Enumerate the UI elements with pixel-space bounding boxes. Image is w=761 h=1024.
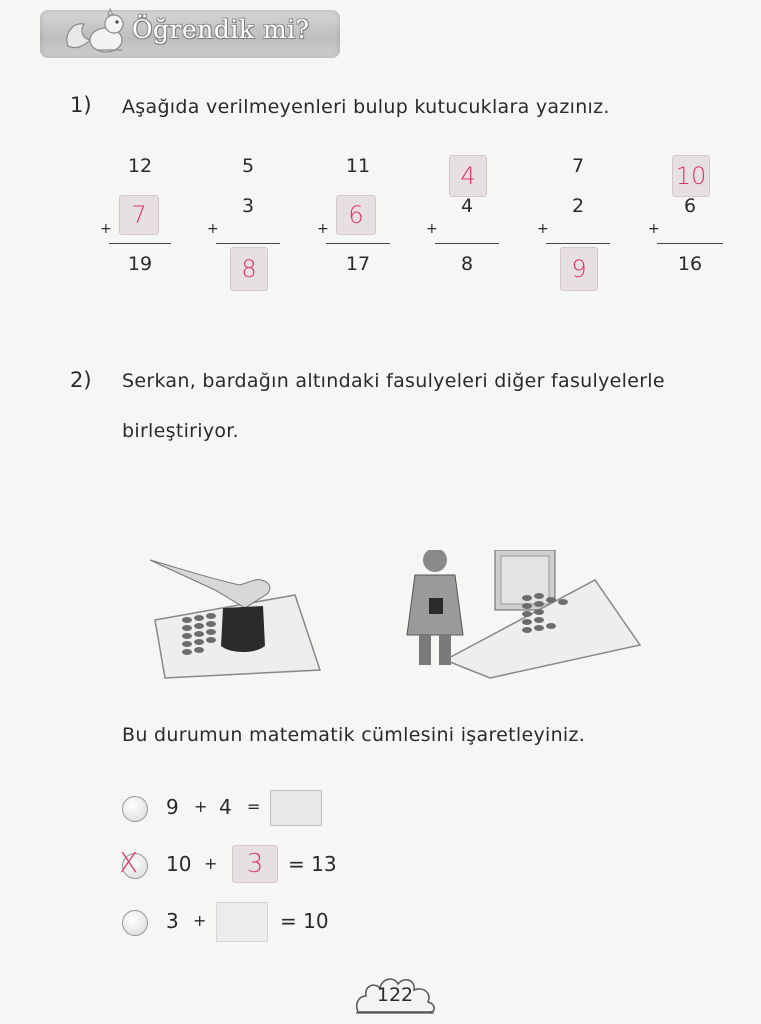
sum-line-1 <box>109 243 171 244</box>
page-number: 122 <box>376 984 414 1006</box>
beans-illustration <box>145 550 645 680</box>
section-title: Öğrendik mi? <box>132 15 310 44</box>
answer-6: 10 <box>675 162 707 190</box>
sum-line-5 <box>546 243 610 244</box>
top-operand-2: 5 <box>241 155 255 177</box>
choice-1-b: 4 <box>219 795 232 819</box>
question-1-number: 1) <box>70 93 92 117</box>
answer-box-1[interactable] <box>119 195 159 235</box>
plus-sign-2: + <box>207 221 219 237</box>
choice-1-radio[interactable] <box>122 796 148 822</box>
plus-sign-5: + <box>537 221 549 237</box>
answer-4: 4 <box>460 162 476 190</box>
sum-line-6 <box>657 243 723 244</box>
middle-operand-6: 6 <box>683 195 697 217</box>
middle-operand-2: 3 <box>241 195 255 217</box>
sum-1: 19 <box>127 253 153 275</box>
choice-1-eq: = <box>247 797 261 816</box>
choice-3-blank-box[interactable] <box>216 902 268 942</box>
question-2-text-line1: Serkan, bardağın altındaki fasulyeleri diğer fasulyelerle <box>122 370 665 392</box>
sum-line-4 <box>435 243 499 244</box>
sum-line-2 <box>216 243 280 244</box>
choice-3-radio[interactable] <box>122 910 148 936</box>
choice-2-checkmark: X <box>119 846 139 879</box>
choice-1-op: + <box>194 797 208 816</box>
choice-3-eq: = 10 <box>280 909 329 933</box>
answer-box-6[interactable] <box>672 155 710 197</box>
top-operand-3: 11 <box>345 155 371 177</box>
plus-sign-1: + <box>100 221 112 237</box>
choice-2-eq: = 13 <box>288 852 337 876</box>
top-operand-1: 12 <box>127 155 153 177</box>
choice-3-op: + <box>193 911 207 930</box>
middle-operand-4: 4 <box>460 195 474 217</box>
choice-2-answer-box[interactable] <box>232 845 278 883</box>
sum-3: 17 <box>345 253 371 275</box>
choices-instruction: Bu durumun matematik cümlesini işaretleyiniz. <box>122 724 586 746</box>
answer-2: 8 <box>241 255 257 283</box>
choice-2-a: 10 <box>166 852 192 876</box>
plus-sign-6: + <box>648 221 660 237</box>
answer-box-5[interactable] <box>560 247 598 291</box>
sum-line-3 <box>326 243 390 244</box>
answer-5: 9 <box>571 255 587 283</box>
sum-4: 8 <box>460 253 474 275</box>
answer-1: 7 <box>131 201 147 229</box>
plus-sign-3: + <box>317 221 329 237</box>
question-2-text-line2: birleştiriyor. <box>122 420 240 442</box>
answer-box-4[interactable] <box>449 155 487 197</box>
answer-3: 6 <box>348 201 364 229</box>
answer-box-3[interactable] <box>336 195 376 235</box>
question-1-text: Aşağıda verilmeyenleri bulup kutucuklara yazınız. <box>122 96 610 118</box>
choice-2-answer: 3 <box>246 849 264 879</box>
question-2-number: 2) <box>70 368 92 392</box>
plus-sign-4: + <box>426 221 438 237</box>
sum-6: 16 <box>677 253 703 275</box>
choice-2-op: + <box>204 854 218 873</box>
top-operand-5: 7 <box>571 155 585 177</box>
choice-1-a: 9 <box>166 795 179 819</box>
squirrel-mascot-icon <box>62 6 130 60</box>
middle-operand-5: 2 <box>571 195 585 217</box>
choice-3-a: 3 <box>166 909 179 933</box>
answer-box-2[interactable] <box>230 247 268 291</box>
choice-1-result-box[interactable] <box>270 790 322 826</box>
